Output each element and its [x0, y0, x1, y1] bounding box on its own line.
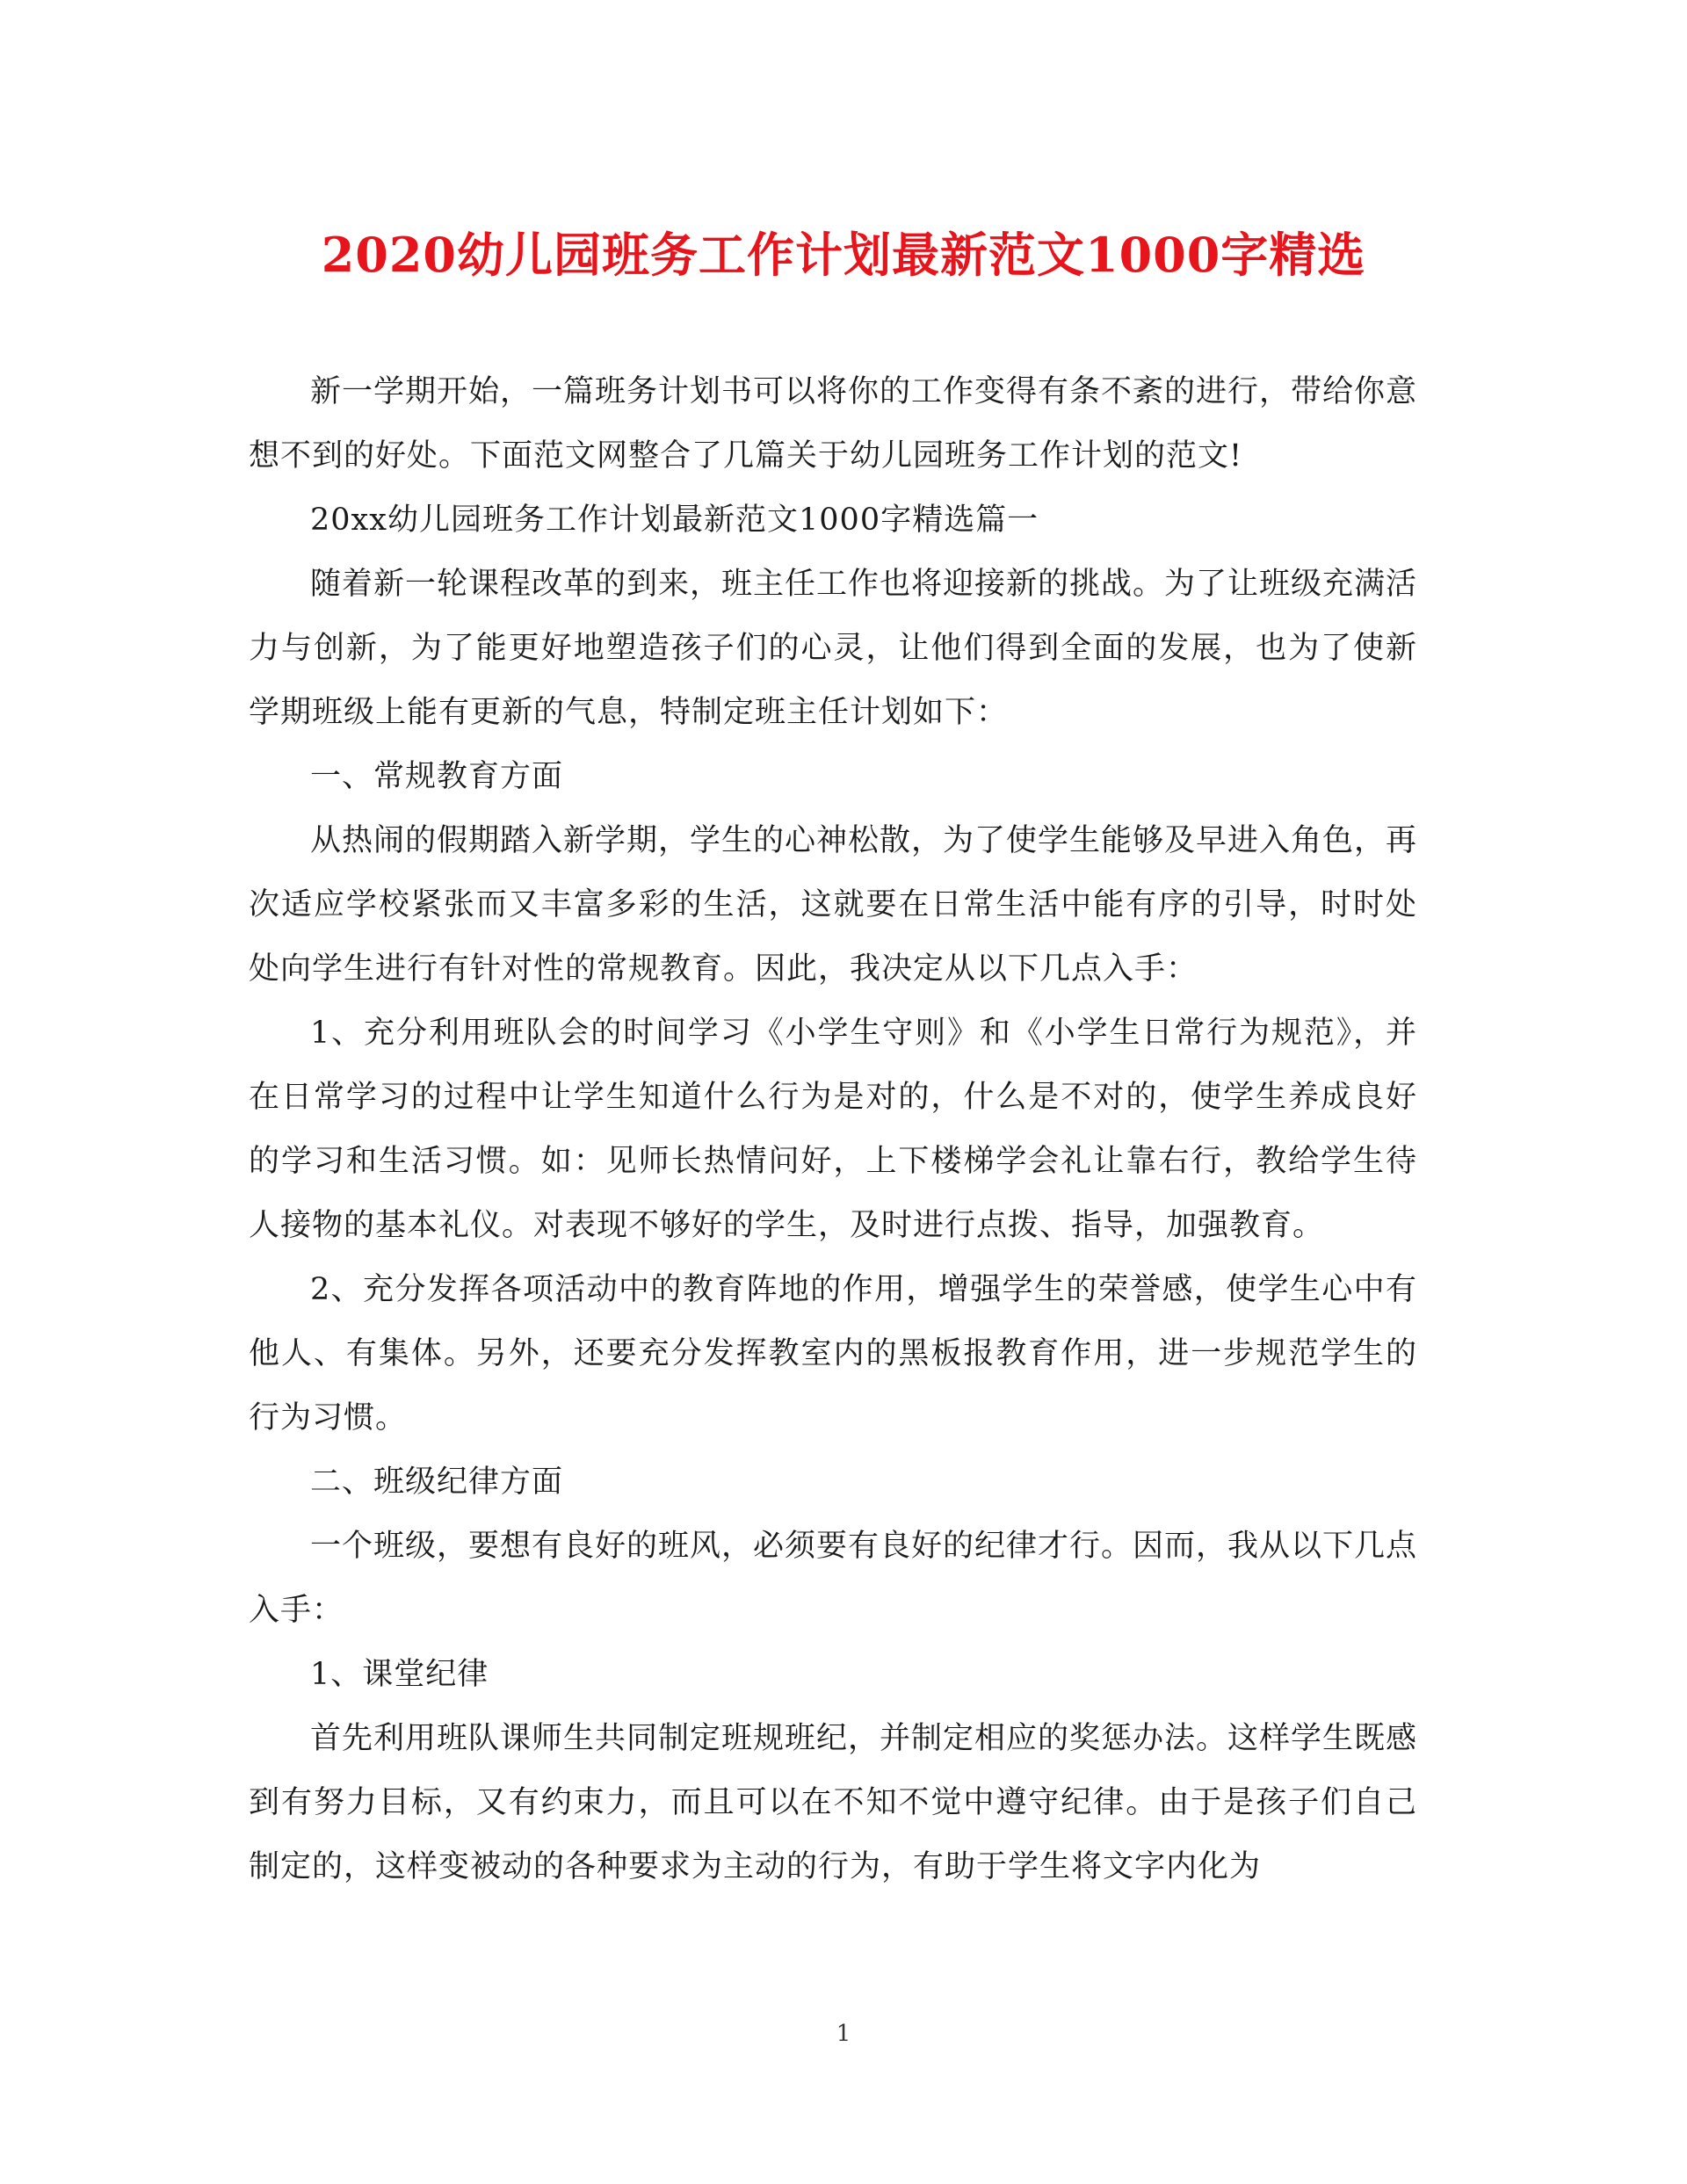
- paragraph-routine-education: 从热闹的假期踏入新学期，学生的心神松散，为了使学生能够及早进入角色，再次适应学校紧张而又丰富多彩的生活，这就要在日常生活中能有序的引导，时时处处向学生进行有针对性的常规教育。因此，我决定从以下几点入手：: [249, 823, 1418, 987]
- page-number: 1: [836, 2021, 851, 2047]
- subheading-classroom-discipline: 1、课堂纪律: [310, 1657, 489, 1692]
- section-heading-class-discipline: 二、班级纪律方面: [310, 1464, 564, 1500]
- list-item-2: 2、充分发挥各项活动中的教育阵地的作用，增强学生的荣誉感，使学生心中有他人、有集体。另外，还要充分发挥教室内的黑板报教育作用，进一步规范学生的行为习惯。: [249, 1272, 1417, 1436]
- section-heading-part-one: 20xx幼儿园班务工作计划最新范文1000字精选篇一: [310, 503, 1039, 538]
- document-title: 2020幼儿园班务工作计划最新范文1000字精选: [321, 227, 1366, 283]
- paragraph-class-discipline: 一个班级，要想有良好的班风，必须要有良好的纪律才行。因而，我从以下几点入手：: [249, 1529, 1418, 1628]
- paragraph-intro: 新一学期开始，一篇班务计划书可以将你的工作变得有条不紊的进行，带给你意想不到的好处。下面范文网整合了几篇关于幼儿园班务工作计划的范文!: [249, 374, 1418, 474]
- paragraph-classroom-discipline: 首先利用班队课师生共同制定班规班纪，并制定相应的奖惩办法。这样学生既感到有努力目标，又有约束力，而且可以在不知不觉中遵守纪律。由于是孩子们自己制定的，这样变被动的各种要求为主动的行为，有助于学生将文字内化为: [249, 1721, 1418, 1884]
- document-body: [249, 360, 1417, 1899]
- list-item-1: 1、充分利用班队会的时间学习《小学生守则》和《小学生日常行为规范》，并在日常学习的过程中让学生知道什么行为是对的，什么是不对的，使学生养成良好的学习和生活习惯。如：见师长热情问好，上下楼梯学会礼让靠右行，教给学生待人接物的基本礼仪。对表现不够好的学生，及时进行点拨、指导，加强教育。: [249, 1016, 1417, 1243]
- paragraph-overview: 随着新一轮课程改革的到来，班主任工作也将迎接新的挑战。为了让班级充满活力与创新，为了能更好地塑造孩子们的心灵，让他们得到全面的发展，也为了使新学期班级上能有更新的气息，特制定班主任计划如下：: [249, 567, 1418, 730]
- section-heading-routine-education: 一、常规教育方面: [310, 759, 564, 794]
